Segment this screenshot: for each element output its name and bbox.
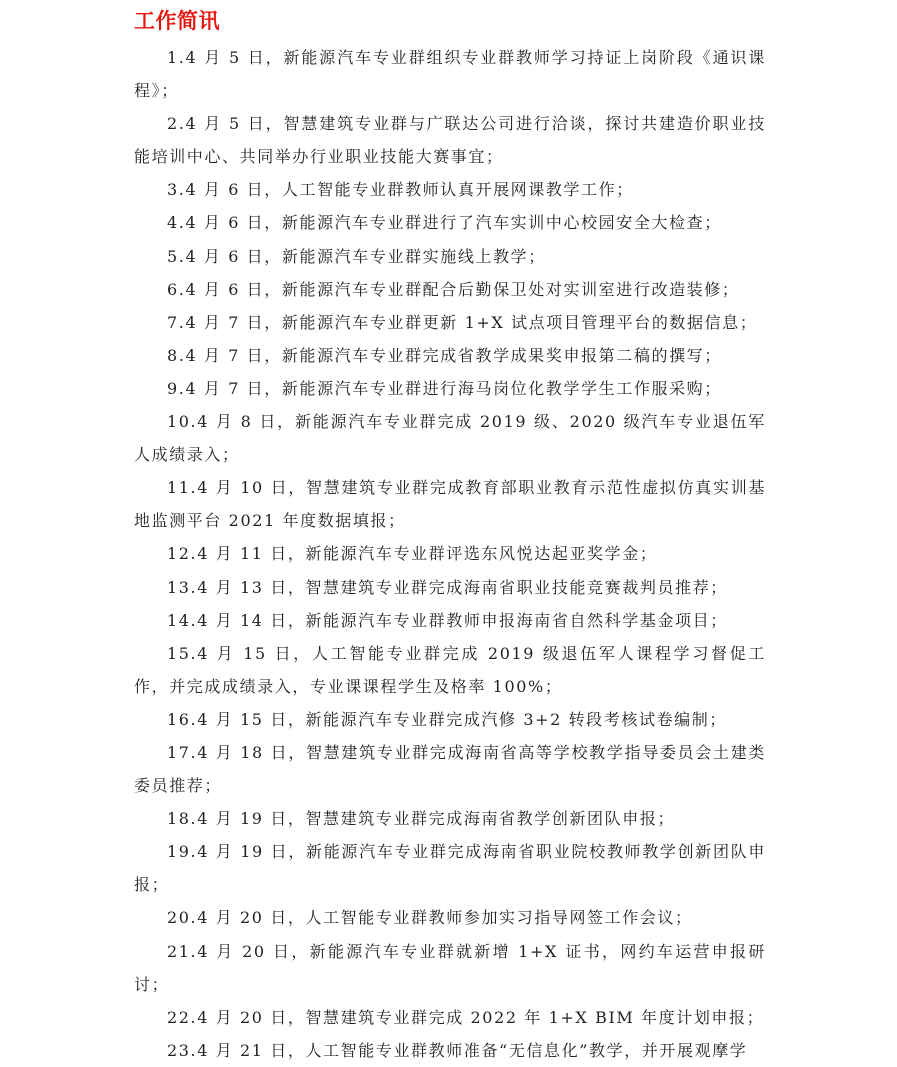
news-item: 10.4 月 8 日，新能源汽车专业群完成 2019 级、2020 级汽车专业退伍军人成绩录入；: [134, 412, 766, 465]
news-item: 13.4 月 13 日，智慧建筑专业群完成海南省职业技能竞赛裁判员推荐；: [167, 577, 728, 597]
news-item: 9.4 月 7 日，新能源汽车专业群进行海马岗位化教学学生工作服采购；: [167, 378, 722, 398]
news-item: 2.4 月 5 日，智慧建筑专业群与广联达公司进行洽谈，探讨共建造价职业技能培训中心、共同举办行业职业技能大赛事宜；: [134, 114, 766, 167]
news-item: 17.4 月 18 日，智慧建筑专业群完成海南省高等学校教学指导委员会土建类委员推荐；: [134, 742, 766, 796]
news-item: 1.4 月 5 日，新能源汽车专业群组织专业群教师学习持证上岗阶段《通识课程》；: [134, 48, 766, 101]
news-item: 23.4 月 21 日，人工智能专业群教师准备“无信息化”教学，并开展观摩学: [167, 1040, 748, 1060]
news-item: 3.4 月 6 日，人工智能专业群教师认真开展网课教学工作；: [167, 180, 634, 200]
news-item: 18.4 月 19 日，智慧建筑专业群完成海南省教学创新团队申报；: [167, 809, 676, 829]
news-item: 5.4 月 6 日，新能源汽车专业群实施线上教学；: [167, 246, 546, 266]
news-item: 14.4 月 14 日，新能源汽车专业群教师申报海南省自然科学基金项目；: [167, 610, 728, 630]
news-item: 22.4 月 20 日，智慧建筑专业群完成 2022 年 1+X BIM 年度计划申报；: [167, 1007, 765, 1027]
news-item: 6.4 月 6 日，新能源汽车专业群配合后勤保卫处对实训室进行改造装修；: [167, 279, 740, 299]
news-item: 7.4 月 7 日，新能源汽车专业群更新 1+X 试点项目管理平台的数据信息；: [167, 312, 758, 332]
news-item: 8.4 月 7 日，新能源汽车专业群完成省教学成果奖申报第二稿的撰写；: [167, 345, 722, 365]
news-item: 4.4 月 6 日，新能源汽车专业群进行了汽车实训中心校园安全大检查；: [167, 213, 722, 233]
news-item: 19.4 月 19 日，新能源汽车专业群完成海南省职业院校教师教学创新团队申报；: [134, 842, 766, 895]
news-item: 21.4 月 20 日，新能源汽车专业群就新增 1+X 证书，网约车运营申报研讨；: [134, 941, 766, 994]
news-item-list: [134, 41, 766, 1067]
news-item: 20.4 月 20 日，人工智能专业群教师参加实习指导网签工作会议；: [167, 908, 693, 928]
document-title: 工作简讯: [134, 9, 220, 33]
news-item: 12.4 月 11 日，新能源汽车专业群评选东风悦达起亚奖学金；: [167, 544, 658, 564]
news-item: 15.4 月 15 日，人工智能专业群完成 2019 级退伍军人课程学习督促工作，并完成成绩录入，专业课课程学生及格率 100%；: [134, 643, 766, 696]
news-item: 11.4 月 10 日，智慧建筑专业群完成教育部职业教育示范性虚拟仿真实训基地监测平台 2021 年度数据填报；: [134, 478, 766, 531]
news-item: 16.4 月 15 日，新能源汽车专业群完成汽修 3+2 转段考核试卷编制；: [167, 709, 727, 729]
